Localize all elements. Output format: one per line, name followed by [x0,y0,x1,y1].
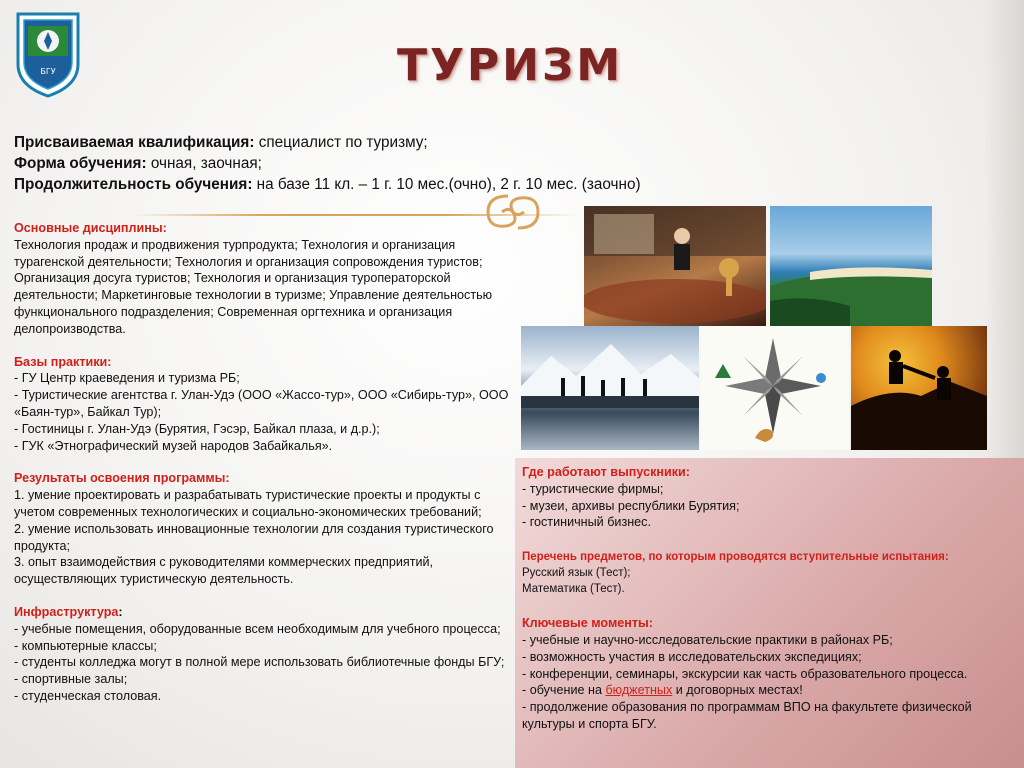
hotel-reception-photo [584,206,766,326]
key-points-item: - возможность участия в исследовательских экспедициях; [522,649,862,664]
graduates-item: - музеи, архивы республики Бурятия; [522,498,740,513]
graduates-item: - гостиничный бизнес. [522,515,651,530]
graduates-info-text [522,464,1012,733]
left-column [14,220,524,705]
infrastructure-item: - студенческая столовая. [14,688,162,703]
infrastructure-item: - учебные помещения, оборудованные всем необходимым для учебного процесса; [14,621,501,636]
qualification-line [14,132,734,153]
svg-text:БГУ: БГУ [40,67,56,76]
exams-item: Математика (Тест). [522,583,625,596]
practice-item: - Гостиницы г. Улан-Удэ (Бурятия, Гэсэр, Байкал плаза, и д.р.); [14,421,380,436]
key-points-budget-item [522,682,1012,699]
tropical-beach-photo [770,206,932,326]
college-shield-logo [14,8,82,98]
infrastructure-title: Инфраструктура [14,604,119,619]
mountain-hikers-photo [521,326,699,450]
practice-item: - ГУК «Этнографический музей народов Забайкалья». [14,438,333,453]
form-label: Форма обучения: [14,155,147,172]
duration-value: на базе 11 кл. – 1 г. 10 мес.(очно), 2 г. 10 мес. (заочно) [252,176,641,193]
page-title: ТУРИЗМ [396,40,624,91]
tourism-types-compass-diagram [701,326,849,450]
qualification-block [14,132,734,195]
exams-title: Перечень предметов, по которым проводятся вступительные испытания: [522,551,949,564]
duration-label: Продолжительность обучения: [14,176,253,193]
form-line [14,153,734,174]
infrastructure-item: - студенты колледжа могут в полной мере использовать библиотечные фонды БГУ; [14,655,505,670]
infrastructure-item: - спортивные залы; [14,672,128,687]
infrastructure-heading [14,604,524,621]
climbers-sunset-photo [851,326,987,450]
budget-suffix: и договорных местах! [672,683,803,698]
key-points-item: - конференции, семинары, экскурсии как часть образовательного процесса. [522,666,968,681]
key-points-item: - продолжение образования по программам ВПО на факультете физической культуры и спорта БГУ. [522,700,972,731]
practice-item: - ГУ Центр краеведения и туризма РБ; [14,371,240,386]
results-title: Результаты освоения программы: [14,471,230,486]
exams-item: Русский язык (Тест); [522,567,631,580]
graduates-title: Где работают выпускники: [522,465,690,479]
qualification-value: специалист по туризму; [254,134,428,151]
results-item: 2. умение использовать инновационные технологии для создания туристического продукта; [14,521,494,553]
key-points-item: - учебные и научно-исследовательские практики в районах РБ; [522,632,893,647]
disciplines-title: Основные дисциплины: [14,221,167,235]
key-points-title: Ключевые моменты: [522,616,653,631]
practice-item: - Туристические агентства г. Улан-Удэ (ООО «Жассо-тур», ООО «Сибирь-тур», ООО «Баян-тур», Байкал Тур); [14,388,509,419]
duration-line [14,174,734,195]
infrastructure-item: - компьютерные классы; [14,638,157,653]
infrastructure-colon: : [118,604,123,619]
results-item: 3. опыт взаимодействия с руководителями коммерческих предприятий, осуществляющих туристическую деятельность. [14,555,434,587]
budget-prefix: - обучение на [522,683,606,698]
budget-places-link[interactable]: бюджетных [605,683,673,698]
qualification-label: Присваиваемая квалификация: [14,134,255,151]
results-item: 1. умение проектировать и разрабатывать туристические проекты и продукты с учетом современных технологических и социально-экономических требований; [14,488,482,519]
disciplines-text: Технология продаж и продвижения турпродукта; Технология и организация турагенской деятельности; Технология и организация сопровождения туристов; Организация досуга туристов; Технология и организация туроператорской деятельности; Маркетинговые технологии в туризме; Управление деятельностью функционального подразделения; Современная оргтехника и организация делопроизводства. [14,237,493,336]
graduates-item: - туристические фирмы; [522,481,664,496]
form-value: очная, заочная; [146,155,262,172]
practice-title: Базы практики: [14,354,112,369]
